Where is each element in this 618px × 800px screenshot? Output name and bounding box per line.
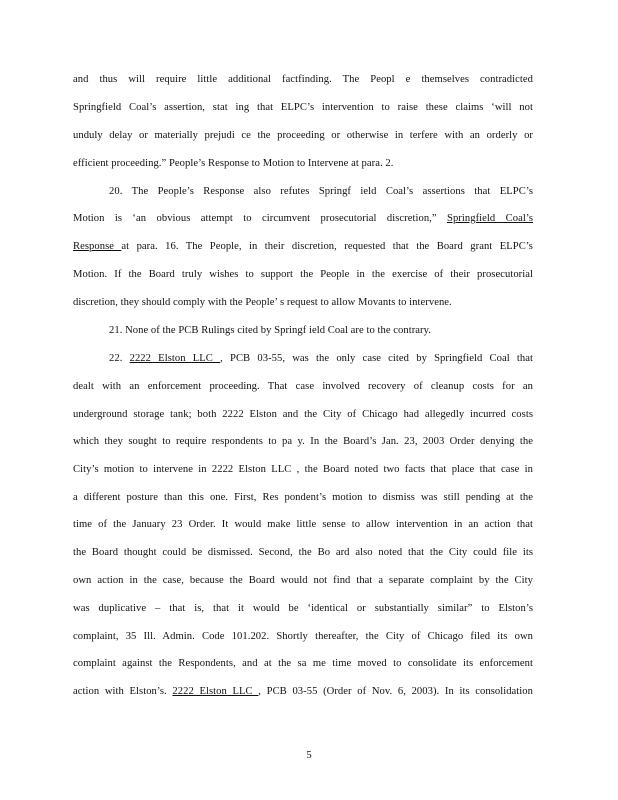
text-line bbox=[73, 630, 533, 644]
text-line bbox=[73, 491, 533, 505]
text-segment: Motion is ‘an obvious attempt to circumvent prosecutorial discretion,” bbox=[73, 213, 448, 224]
text-segment: a different posture than this one. First, Res pondent’s motion to dismiss was still pending at the bbox=[73, 492, 533, 503]
text-line bbox=[73, 685, 533, 699]
text-line bbox=[73, 657, 533, 671]
text-segment: the Board thought could be dismissed. Second, the Bo ard also noted that the City could file its bbox=[73, 547, 533, 558]
text-segment: own action in the case, because the Board would not find that a separate complaint by the City bbox=[73, 575, 533, 586]
text-segment: Motion. If the Board truly wishes to support the People in the exercise of their prosecutorial bbox=[73, 269, 533, 280]
text-segment: City’s motion to intervene in 2222 Elston LLC , the Board noted two facts that place that case in bbox=[73, 464, 533, 475]
text-line bbox=[73, 574, 533, 588]
text-segment: at para. 16. The People, in their discretion, requested that the Board grant ELPC’s bbox=[121, 241, 533, 252]
page-number: 5 bbox=[306, 750, 312, 761]
text-line bbox=[73, 240, 533, 254]
text-line bbox=[73, 296, 533, 310]
text-line bbox=[109, 352, 533, 366]
text-segment: was duplicative – that is, that it would be ‘identical or substantially similar” to Elston’s bbox=[73, 603, 533, 614]
text-segment: , PCB 03-55, was the only case cited by Springfield Coal that bbox=[220, 353, 534, 364]
text-segment: 20. The People’s Response also refutes Springf ield Coal’s assertions that ELPC’s bbox=[109, 186, 533, 197]
text-line bbox=[109, 185, 533, 199]
text-line bbox=[73, 268, 533, 282]
text-line bbox=[73, 101, 533, 115]
text-line bbox=[73, 129, 533, 143]
text-segment: time of the January 23 Order. It would make little sense to allow intervention in an action that bbox=[73, 519, 533, 530]
text-line bbox=[73, 518, 533, 532]
text-segment: discretion, they should comply with the People’ s request to allow Movants to intervene. bbox=[73, 297, 452, 308]
text-segment: unduly delay or materially prejudi ce the proceeding or otherwise in terfere with an orderly or bbox=[73, 130, 533, 141]
text-line bbox=[73, 463, 533, 477]
text-line bbox=[73, 408, 533, 422]
text-line bbox=[73, 73, 533, 87]
text-line bbox=[73, 380, 533, 394]
text-segment: complaint against the Respondents, and at the sa me time moved to consolidate its enforcement bbox=[73, 658, 533, 669]
text-segment: dealt with an enforcement proceeding. That case involved recovery of cleanup costs for an bbox=[73, 381, 533, 392]
underlined-citation: 2222 Elston LLC bbox=[129, 353, 221, 364]
text-segment: efficient proceeding.” People’s Response to Motion to Intervene at para. 2. bbox=[73, 158, 394, 169]
text-segment: 21. None of the PCB Rulings cited by Springf ield Coal are to the contrary. bbox=[109, 325, 431, 336]
text-line bbox=[73, 602, 533, 616]
text-segment: , PCB 03-55 (Order of Nov. 6, 2003). In its consolidation bbox=[258, 686, 533, 697]
text-segment: which they sought to require respondents to pa y. In the Board’s Jan. 23, 2003 Order denying the bbox=[73, 436, 533, 447]
text-line bbox=[73, 212, 533, 226]
text-line bbox=[73, 435, 533, 449]
text-segment: and thus will require little additional factfinding. The Peopl e themselves contradicted bbox=[73, 74, 533, 85]
underlined-citation: Springfield Coal’s bbox=[447, 213, 533, 224]
text-segment: action with Elston’s. bbox=[73, 686, 173, 697]
text-segment: 22. bbox=[109, 353, 130, 364]
text-segment: complaint, 35 Ill. Admin. Code 101.202. Shortly thereafter, the City of Chicago filed its own bbox=[73, 631, 533, 642]
text-line bbox=[73, 546, 533, 560]
text-line bbox=[73, 157, 533, 171]
text-line bbox=[109, 324, 533, 338]
text-segment: Springfield Coal’s assertion, stat ing that ELPC’s intervention to raise these claims ‘will not bbox=[73, 102, 533, 113]
underlined-citation: 2222 Elston LLC bbox=[172, 686, 259, 697]
underlined-citation: Response bbox=[73, 241, 122, 252]
text-segment: underground storage tank; both 2222 Elston and the City of Chicago had allegedly incurred costs bbox=[73, 409, 533, 420]
